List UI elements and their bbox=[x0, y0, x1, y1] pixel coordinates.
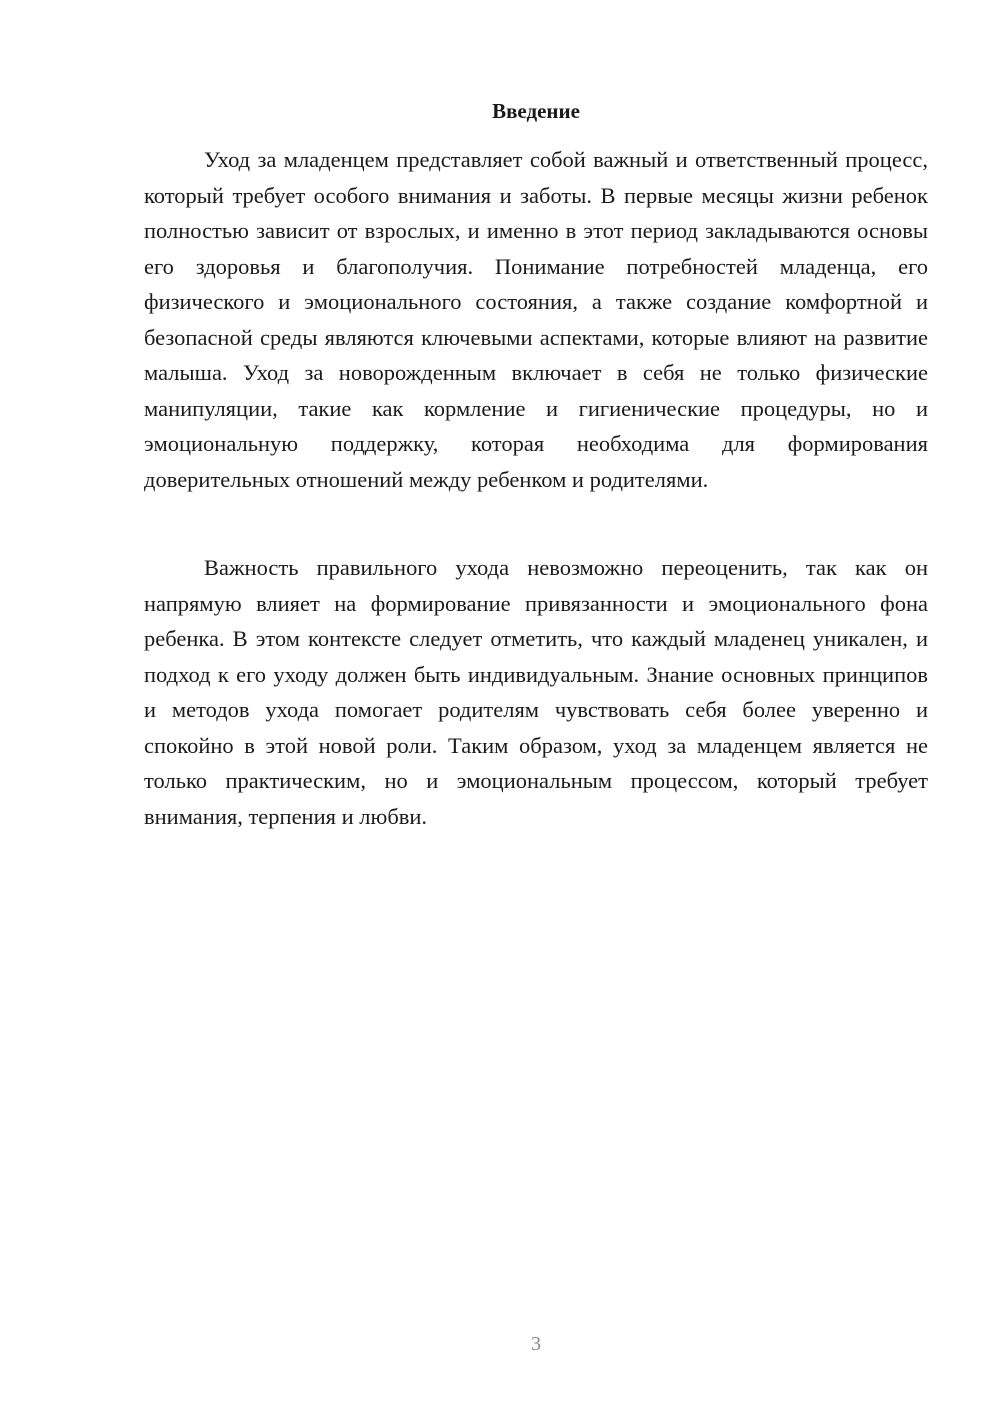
paragraph: Уход за младенцем представляет собой важный и ответственный процесс, который требует особого внимания и заботы. В первые месяцы жизни ребенок полностью зависит от взрослых, и именно в этот период закладываются основы его здоровья и благополучия. Понимание потребностей младенца, его физического и эмоционального состояния, а также создание комфортной и безопасной среды являются ключевыми аспектами, которые влияют на развитие малыша. Уход за новорожденным включает в себя не только физические манипуляции, такие как кормление и гигиенические процедуры, но и эмоциональную поддержку, которая необходима для формирования доверительных отношений между ребенком и родителями. bbox=[144, 147, 928, 492]
page-number: 3 bbox=[531, 1333, 541, 1355]
section-heading: Введение bbox=[492, 99, 580, 123]
paragraph: Важность правильного ухода невозможно переоценить, так как он напрямую влияет на формирование привязанности и эмоционального фона ребенка. В этом контексте следует отметить, что каждый младенец уникален, и подход к его уходу должен быть индивидуальным. Знание основных принципов и методов ухода помогает родителям чувствовать себя более уверенно и спокойно в этой новой роли. Таким образом, уход за младенцем является не только практическим, но и эмоциональным процессом, который требует внимания, терпения и любви. bbox=[144, 555, 928, 829]
